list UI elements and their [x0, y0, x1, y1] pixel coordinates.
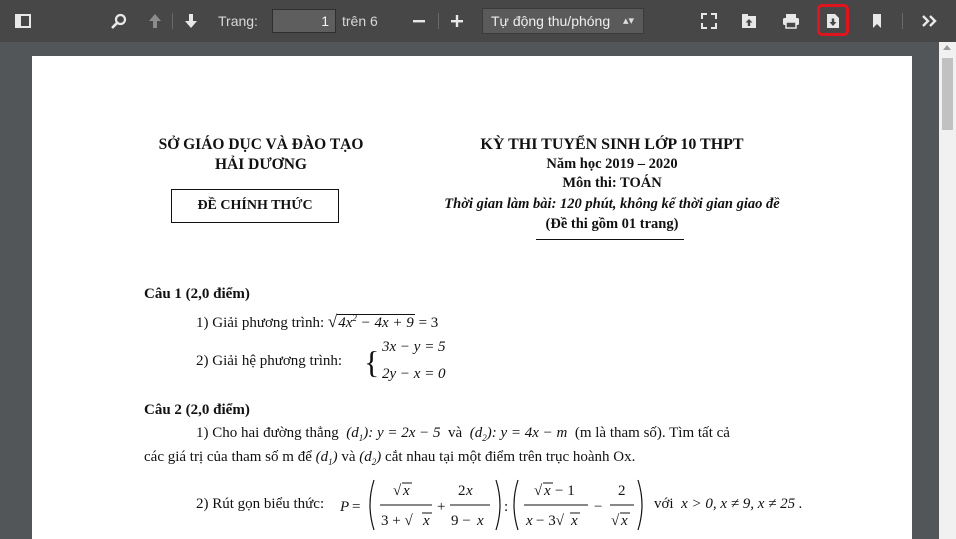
condition-expression: x > 0, x ≠ 9, x ≠ 25 .: [677, 496, 803, 512]
svg-text:− 3√: − 3√: [536, 513, 564, 529]
print-icon[interactable]: [778, 0, 804, 42]
svg-text:x: x: [423, 513, 430, 529]
exam-year: Năm học 2019 – 2020: [546, 156, 678, 172]
question-2-part-1-text-d: các giá trị của tham số m để: [144, 449, 312, 465]
select-arrows-icon: ▴▾: [622, 15, 634, 27]
page-label: Trang:: [218, 13, 258, 29]
svg-text:2: 2: [458, 483, 466, 499]
page-total-label: trên 6: [342, 13, 378, 29]
question-2-title: Câu 2 (2,0 điểm): [144, 402, 250, 418]
zoom-select[interactable]: [482, 8, 644, 34]
toolbar-separator: [902, 13, 903, 29]
ref-d2: $(d_2)$: [359, 449, 382, 467]
svg-text:x: x: [477, 513, 484, 529]
condition-word: với: [654, 496, 674, 512]
svg-text:x: x: [526, 513, 533, 529]
pdf-toolbar: [0, 0, 956, 42]
bookmark-icon[interactable]: [864, 0, 890, 42]
exam-title: KỲ THI TUYỂN SINH LỚP 10 THPT: [480, 136, 744, 153]
exam-subject: Môn thi: TOÁN: [562, 175, 662, 191]
open-file-icon[interactable]: [736, 0, 762, 42]
exam-pages: (Đề thi gồm 01 trang): [545, 216, 679, 232]
more-tools-icon[interactable]: [916, 0, 944, 42]
zoom-in-icon[interactable]: [444, 0, 470, 42]
pdf-page: [32, 56, 912, 539]
download-highlight-box: [817, 4, 849, 36]
question-1-part-1: [196, 312, 438, 332]
system-equation-1: 3x − y = 5: [382, 339, 446, 355]
arrow-down-icon[interactable]: [178, 0, 204, 42]
question-2-part-1-text-e: và: [341, 449, 356, 465]
exam-time: Thời gian làm bài: 120 phút, không kể thời gian giao đề: [444, 196, 780, 212]
header-underline: [536, 239, 684, 240]
equation-rhs: = 3: [418, 315, 439, 331]
svg-text:x: x: [544, 483, 551, 499]
vertical-scrollbar[interactable]: [939, 42, 956, 539]
system-equation-2: 2y − x = 0: [382, 366, 446, 382]
svg-text:=: =: [352, 499, 361, 515]
question-1-title: Câu 1 (2,0 điểm): [144, 286, 250, 302]
arrow-up-icon[interactable]: [142, 0, 168, 42]
toolbar-separator: [172, 13, 173, 29]
question-1-part-2-text: 2) Giải hệ phương trình:: [196, 353, 343, 369]
question-2-part-1-text-c: (m là tham số). Tìm tất cả: [574, 425, 730, 441]
official-exam-box: ĐỀ CHÍNH THỨC: [171, 189, 339, 223]
svg-text:√: √: [611, 513, 620, 529]
zoom-select-value: Tự động thu/phóng: [491, 13, 611, 29]
question-2-part-2-condition: [654, 496, 803, 513]
svg-text:2: 2: [618, 483, 626, 499]
svg-text:√: √: [393, 483, 402, 499]
svg-text::: :: [504, 499, 509, 515]
svg-text:x: x: [466, 483, 473, 499]
svg-text:x: x: [621, 513, 628, 529]
org-name-line2: HẢI DƯƠNG: [215, 156, 307, 173]
zoom-out-icon[interactable]: [406, 0, 432, 42]
question-2-part-2-text: 2) Rút gọn biểu thức:: [196, 496, 325, 512]
svg-text:x: x: [571, 513, 578, 529]
scrollbar-thumb[interactable]: [942, 58, 953, 130]
question-2-part-1-text-a: 1) Cho hai đường thẳng: [196, 425, 339, 441]
fullscreen-icon[interactable]: [696, 0, 722, 42]
question-2-part-1-line1: [196, 425, 730, 443]
ref-d1: $(d_1)$: [315, 449, 338, 467]
svg-text:3 + √: 3 + √: [381, 513, 413, 529]
svg-text:x: x: [403, 483, 410, 499]
svg-text:− 1: − 1: [555, 483, 575, 499]
svg-text:+: +: [437, 499, 446, 515]
system-brace: {: [364, 344, 380, 380]
toolbar-separator: [438, 13, 439, 29]
search-icon[interactable]: [106, 0, 132, 42]
question-2-part-1-text-f: cắt nhau tại một điểm trên trục hoành Ox.: [385, 449, 636, 465]
svg-text:√: √: [534, 483, 543, 499]
equation-sqrt: $√4x^2 - 4x + 9$: [327, 312, 414, 331]
document-viewer[interactable]: [0, 42, 956, 539]
line-d2: $(d_2)$: y = 4x − m: [465, 425, 572, 443]
question-2-part-1-line2: [144, 449, 635, 467]
question-2-part-1-text-b: và: [448, 425, 463, 441]
sidebar-toggle-icon[interactable]: [10, 0, 36, 42]
svg-text:9 −: 9 −: [451, 513, 471, 529]
svg-text:−: −: [594, 499, 603, 515]
question-1-part-1-text: 1) Giải phương trình:: [196, 315, 325, 331]
line-d1: $(d_1)$: y = 2x − 5: [342, 425, 445, 443]
svg-text:P: P: [340, 499, 350, 515]
org-name-line1: SỞ GIÁO DỤC VÀ ĐÀO TẠO: [158, 136, 364, 153]
scroll-up-arrow-icon[interactable]: [943, 45, 951, 50]
page-number-input[interactable]: 1: [272, 9, 336, 33]
